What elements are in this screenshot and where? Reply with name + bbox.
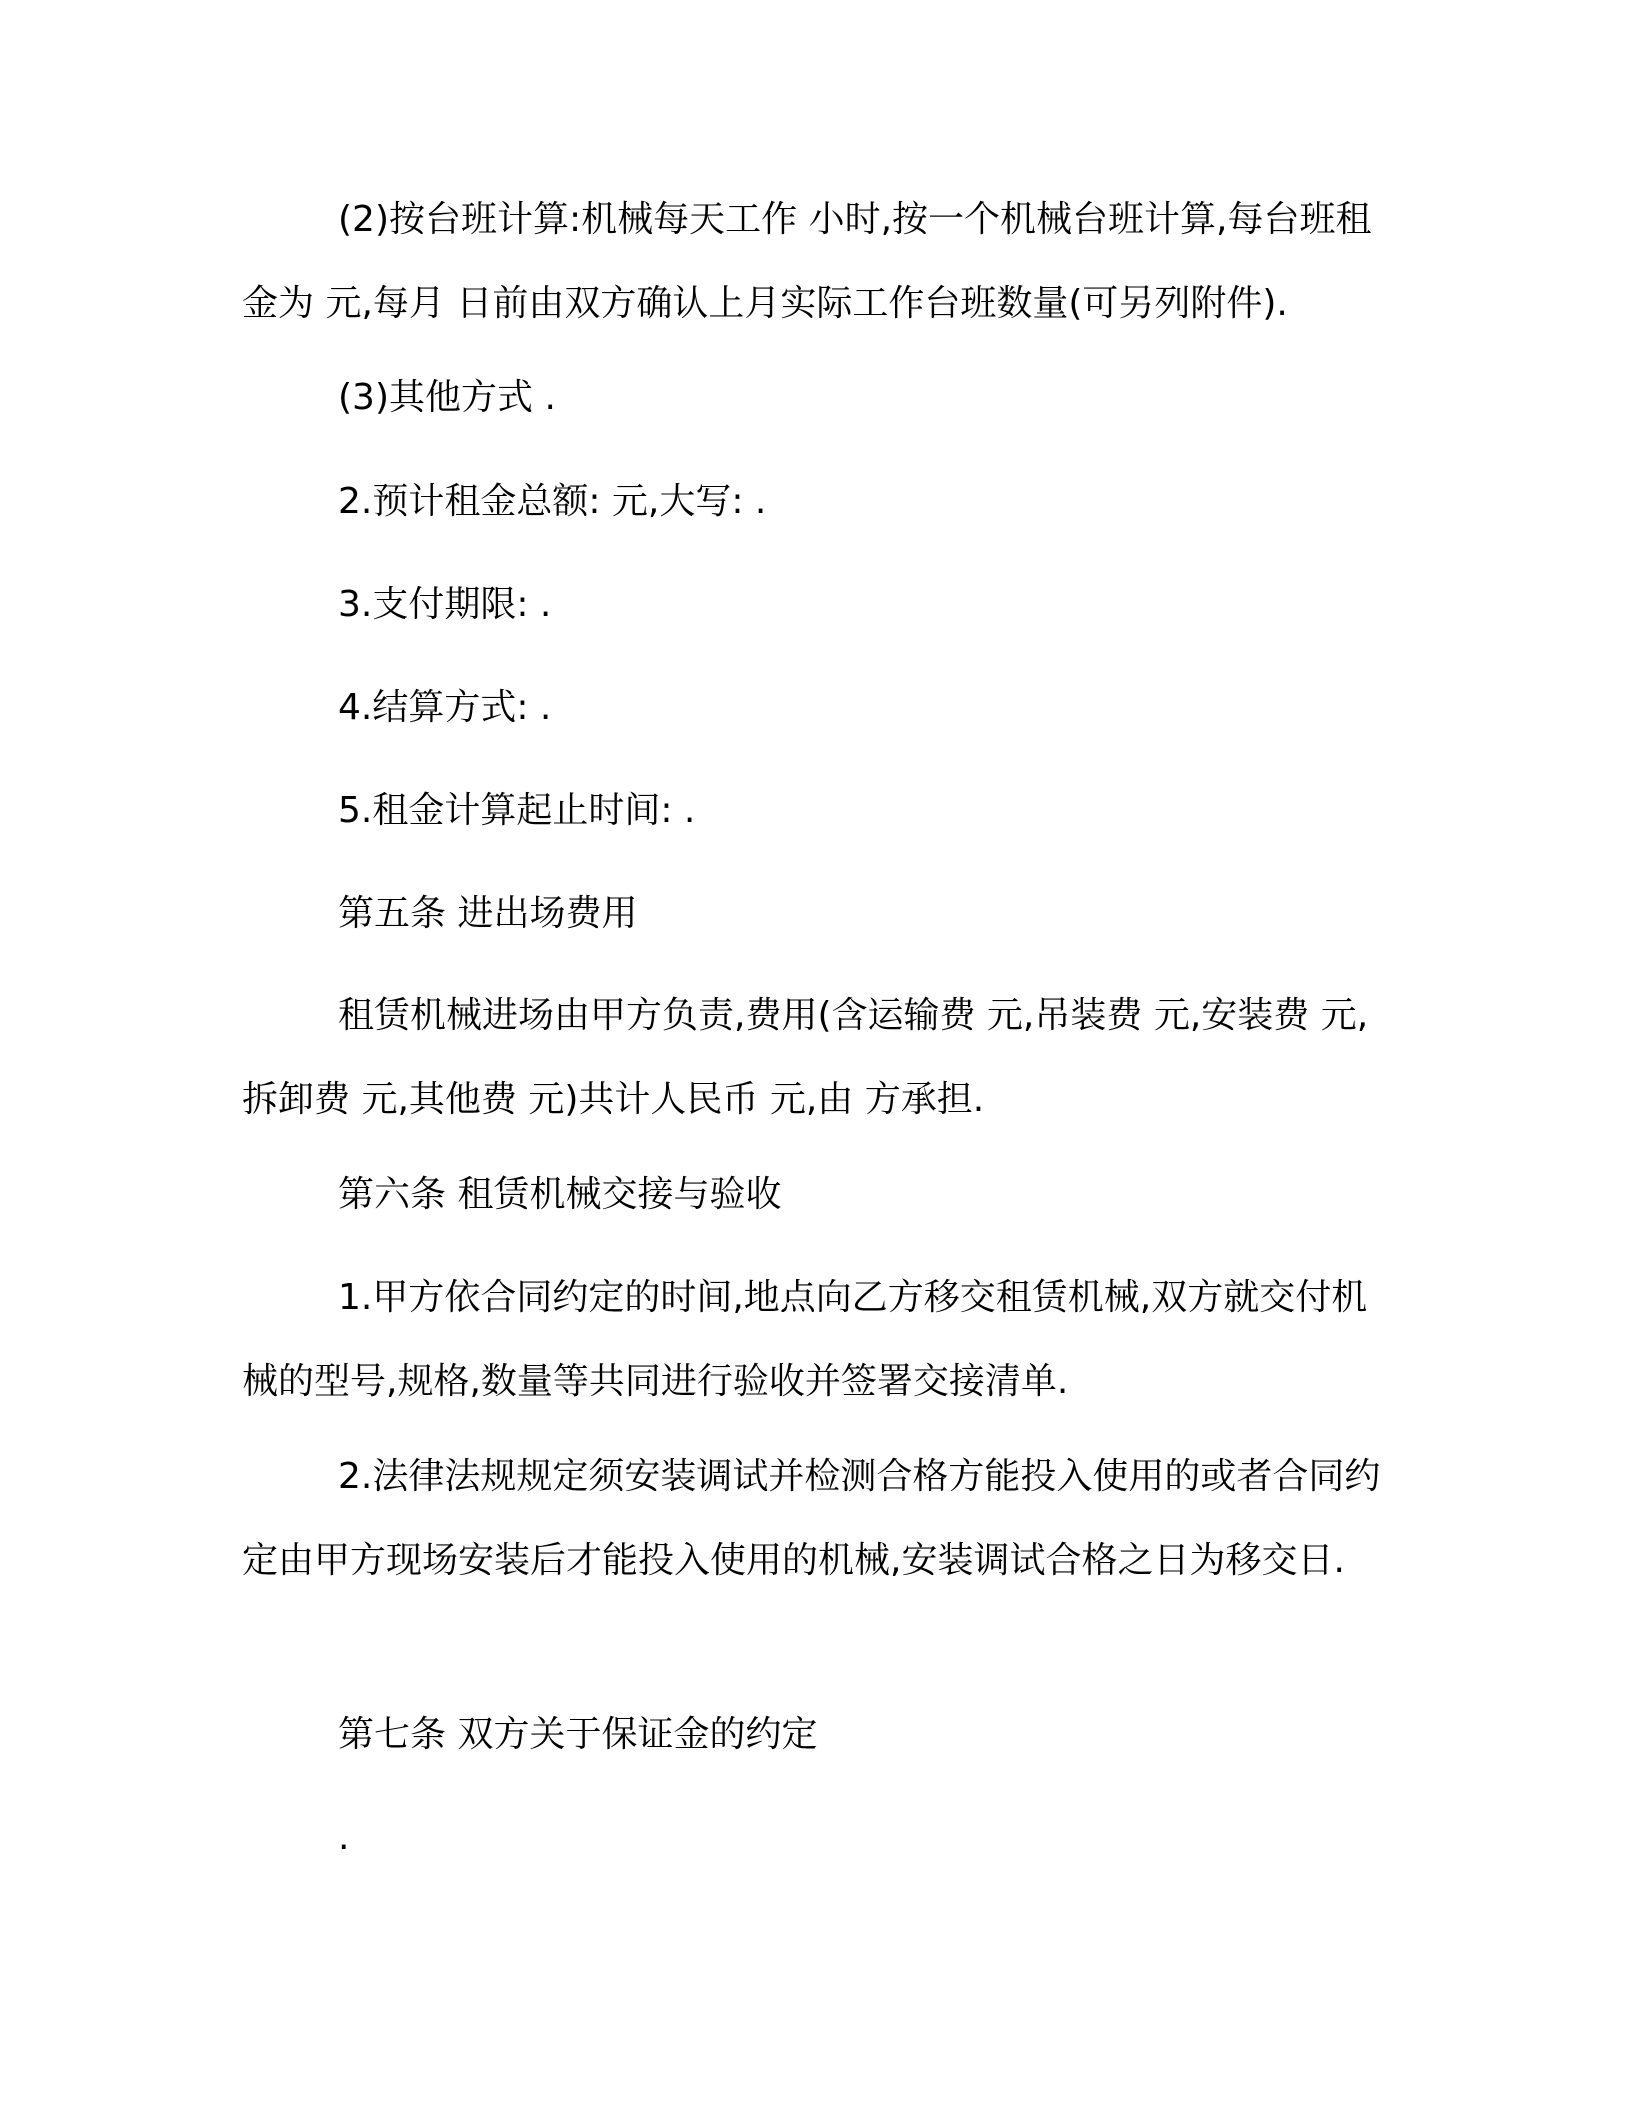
- heading-article-6: 第六条 租赁机械交接与验收: [338, 1174, 782, 1215]
- paragraph-deposit-placeholder: .: [338, 1817, 350, 1858]
- paragraph-settlement-method: 4.结算方式: .: [338, 687, 552, 728]
- heading-article-7: 第七条 双方关于保证金的约定: [338, 1714, 818, 1755]
- paragraph-daily-shift-rate: (2)按台班计算:机械每天工作 小时,按一个机械台班计算,每台班租金为 元,每月 日前由双方确认上月实际工作台班数量(可另列附件).: [242, 199, 1372, 324]
- paragraph-handover-acceptance: 1.甲方依合同约定的时间,地点向乙方移交租赁机械,双方就交付机械的型号,规格,数量等共同进行验收并签署交接清单.: [242, 1277, 1368, 1402]
- paragraph-installation-handover-date: 2.法律法规规定须安装调试并检测合格方能投入使用的或者合同约定由甲方现场安装后才能投入使用的机械,安装调试合格之日为移交日.: [242, 1456, 1381, 1581]
- paragraph-estimated-total: 2.预计租金总额: 元,大写: .: [338, 481, 767, 522]
- paragraph-other-method: (3)其他方式 .: [338, 377, 556, 418]
- paragraph-entry-exit-fees: 租赁机械进场由甲方负责,费用(含运输费 元,吊装费 元,安装费 元,拆卸费 元,其他费 元)共计人民币 元,由 方承担.: [242, 995, 1369, 1120]
- paragraph-payment-term: 3.支付期限: .: [338, 584, 552, 625]
- heading-article-5: 第五条 进出场费用: [338, 893, 638, 934]
- paragraph-rent-period: 5.租金计算起止时间: .: [338, 790, 696, 831]
